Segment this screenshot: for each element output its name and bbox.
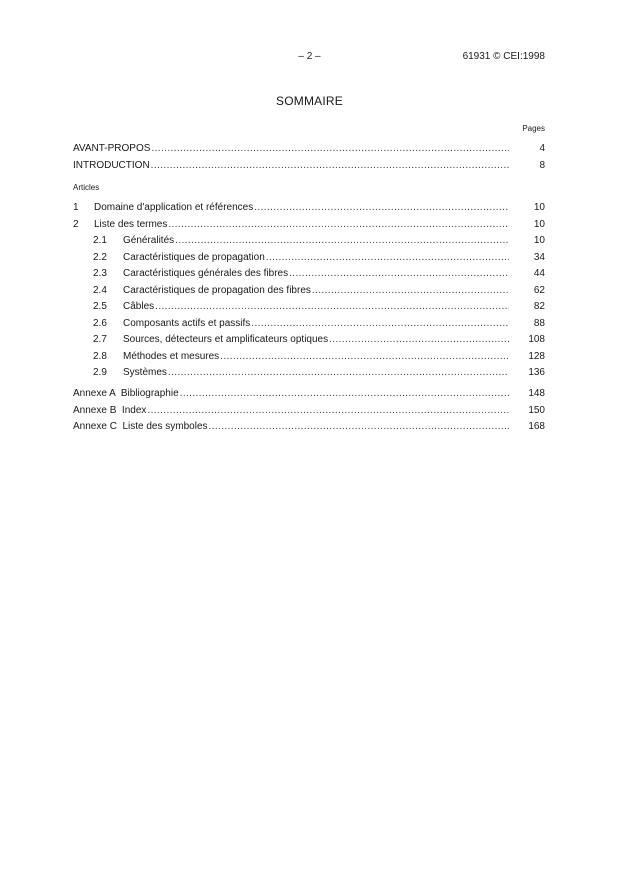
toc-entry-2-6[interactable]	[93, 318, 545, 335]
toc-entry-2-8[interactable]	[93, 351, 545, 368]
toc-entry-label: INTRODUCTION	[73, 159, 150, 171]
dot-leader	[289, 268, 509, 279]
toc-entry-label: Caractéristiques générales des fibres	[123, 268, 289, 279]
toc-entry-number: 2.1	[93, 235, 107, 246]
toc-entry-article-1[interactable]	[73, 202, 545, 219]
dot-leader	[266, 252, 509, 263]
document-reference: 61931 © CEI:1998	[462, 51, 545, 62]
toc-entry-annexe-c[interactable]	[73, 421, 545, 438]
toc-entry-label: Caractéristiques de propagation	[123, 251, 265, 263]
toc-entry-page: 10	[533, 218, 545, 230]
toc-entry-page: 168	[528, 421, 545, 432]
toc-entry-page: 108	[528, 334, 545, 345]
toc-entry-page: 128	[528, 350, 545, 362]
toc-entry-page: 148	[528, 388, 545, 399]
toc-entry-page: 82	[533, 301, 545, 312]
dot-leader	[175, 235, 509, 246]
toc-entry-label: Méthodes et mesures	[123, 350, 220, 362]
toc-entry-label: Domaine d'application et références	[94, 202, 254, 213]
toc-entry-number: 1	[73, 202, 79, 213]
page-title: SOMMAIRE	[276, 94, 343, 108]
toc-front-matter	[73, 143, 545, 176]
toc-entry-number: 2.8	[93, 350, 107, 362]
toc-entry-label: Câbles	[123, 301, 155, 312]
dot-leader	[151, 160, 509, 171]
toc-entry-page: 10	[533, 235, 545, 246]
toc-entry-page: 136	[528, 367, 545, 378]
toc-subsections	[73, 235, 545, 384]
toc-entry-2-2[interactable]	[93, 252, 545, 269]
toc-entry-introduction[interactable]	[73, 160, 545, 177]
toc-entry-number: 2.4	[93, 284, 107, 296]
dot-leader	[329, 334, 509, 345]
toc-entry-annexe-b[interactable]	[73, 405, 545, 422]
toc-entry-number: 2.5	[93, 301, 107, 312]
dot-leader	[168, 219, 509, 230]
toc-entry-number: 2.2	[93, 251, 107, 263]
dot-leader	[220, 351, 509, 362]
toc-entry-number: 2.7	[93, 334, 107, 345]
toc-entry-avant-propos[interactable]	[73, 143, 545, 160]
toc-entry-number: 2.6	[93, 317, 107, 329]
toc-entry-2-7[interactable]	[93, 334, 545, 351]
toc-entry-label: Annexe C Liste des symboles	[73, 421, 208, 432]
toc-entry-number: 2.9	[93, 367, 107, 378]
dot-leader	[151, 143, 509, 154]
toc-entry-page: 150	[528, 404, 545, 416]
toc-entry-label: Systèmes	[123, 367, 167, 378]
toc-entry-page: 10	[533, 202, 545, 213]
toc-entry-article-2[interactable]	[73, 219, 545, 236]
dot-leader	[209, 421, 509, 432]
toc-entry-number: 2.3	[93, 268, 107, 279]
toc-entry-2-9[interactable]	[93, 367, 545, 384]
toc-entry-2-1[interactable]	[93, 235, 545, 252]
toc-entry-number: 2	[73, 218, 79, 230]
dot-leader	[312, 285, 509, 296]
toc-entry-2-3[interactable]	[93, 268, 545, 285]
toc-entry-annexe-a[interactable]	[73, 388, 545, 405]
toc-entry-page: 44	[533, 268, 545, 279]
toc-entry-page: 8	[539, 159, 545, 171]
toc-entry-label: AVANT-PROPOS	[73, 143, 151, 154]
toc-entry-page: 62	[533, 284, 545, 296]
dot-leader	[168, 367, 509, 378]
dot-leader	[254, 202, 509, 213]
dot-leader	[147, 405, 509, 416]
articles-section-label: Articles	[73, 183, 100, 192]
toc-entry-label: Sources, détecteurs et amplificateurs optiques	[123, 334, 329, 345]
toc-entry-label: Liste des termes	[94, 218, 168, 230]
page-number: – 2 –	[298, 51, 321, 62]
toc-entry-2-5[interactable]	[93, 301, 545, 318]
toc-articles	[73, 202, 545, 384]
toc-annexes	[73, 388, 545, 438]
toc-entry-label: Annexe B Index	[73, 404, 147, 416]
toc-entry-2-4[interactable]	[93, 285, 545, 302]
dot-leader	[251, 318, 509, 329]
toc-entry-label: Composants actifs et passifs	[123, 317, 251, 329]
toc-entry-page: 88	[533, 317, 545, 329]
toc-entry-label: Caractéristiques de propagation des fibres	[123, 284, 311, 296]
toc-entry-page: 4	[539, 143, 545, 154]
pages-column-label: Pages	[522, 124, 545, 133]
toc-entry-label: Annexe A Bibliographie	[73, 388, 179, 399]
dot-leader	[180, 388, 509, 399]
dot-leader	[155, 301, 509, 312]
toc-entry-page: 34	[533, 251, 545, 263]
toc-entry-label: Généralités	[123, 235, 175, 246]
